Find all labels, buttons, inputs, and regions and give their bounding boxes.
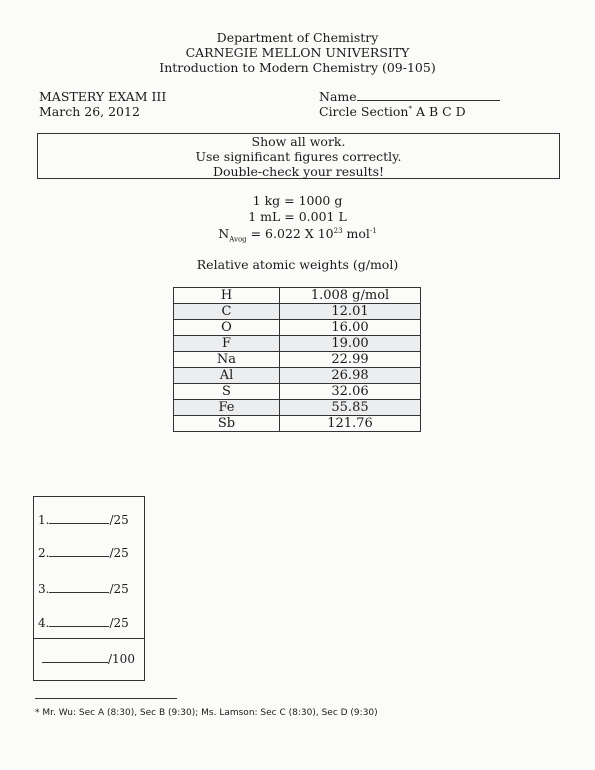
table-row <box>174 288 421 304</box>
element-weight: 22.99 <box>280 352 421 368</box>
section-field <box>319 104 466 119</box>
element-symbol: S <box>174 384 280 400</box>
instructions-box <box>37 133 560 179</box>
element-weight: 16.00 <box>280 320 421 336</box>
element-weight: 32.06 <box>280 384 421 400</box>
avogadro-subscript: Avog <box>229 235 247 244</box>
element-weight: 19.00 <box>280 336 421 352</box>
table-row <box>174 320 421 336</box>
element-weight: 121.76 <box>280 416 421 432</box>
element-weight: 1.008 g/mol <box>280 288 421 304</box>
element-weight: 26.98 <box>280 368 421 384</box>
score-question-label: 1. <box>38 513 50 527</box>
score-row <box>38 616 129 630</box>
element-symbol: H <box>174 288 280 304</box>
score-question-label: 3. <box>38 582 50 596</box>
table-row <box>174 368 421 384</box>
instruction-2: Use significant figures correctly. <box>195 149 402 164</box>
score-max: /25 <box>109 582 129 596</box>
avogadro-symbol: N <box>218 226 230 241</box>
table-row <box>174 416 421 432</box>
score-blank[interactable] <box>49 616 109 627</box>
footnote: * Mr. Wu: Sec A (8:30), Sec B (9:30); Ms. Lamson: Sec C (8:30), Sec D (9:30) <box>35 708 378 718</box>
score-row <box>38 582 129 596</box>
score-blank[interactable] <box>49 546 109 557</box>
element-weight: 12.01 <box>280 304 421 320</box>
score-max: /25 <box>109 616 129 630</box>
atomic-weights-table <box>173 287 421 432</box>
score-question-label: 2. <box>38 546 50 560</box>
section-footnote-mark: * <box>408 104 412 113</box>
name-line <box>357 89 500 101</box>
element-symbol: O <box>174 320 280 336</box>
score-blank[interactable] <box>49 582 109 593</box>
constant-kg: 1 kg = 1000 g <box>252 193 343 208</box>
total-max: /100 <box>108 652 135 666</box>
score-max: /25 <box>109 513 129 527</box>
table-row <box>174 336 421 352</box>
exam-date: March 26, 2012 <box>39 104 140 119</box>
table-row <box>174 400 421 416</box>
total-blank[interactable] <box>42 652 108 663</box>
constant-avogadro <box>0 226 595 242</box>
element-symbol: Fe <box>174 400 280 416</box>
table-row <box>174 352 421 368</box>
score-question-label: 4. <box>38 616 50 630</box>
score-max: /25 <box>109 546 129 560</box>
table-row <box>174 384 421 400</box>
name-field[interactable] <box>319 89 500 104</box>
avogadro-value: = 6.022 X 10 <box>246 226 334 241</box>
avogadro-unit: mol <box>342 226 370 241</box>
constant-ml: 1 mL = 0.001 L <box>248 209 347 224</box>
element-symbol: F <box>174 336 280 352</box>
total-row <box>38 652 135 666</box>
table-title: Relative atomic weights (g/mol) <box>196 257 399 272</box>
avogadro-unit-exponent: -1 <box>369 226 377 235</box>
score-row <box>38 546 129 560</box>
element-symbol: Na <box>174 352 280 368</box>
score-divider <box>34 638 144 639</box>
score-blank[interactable] <box>49 513 109 524</box>
footnote-rule <box>35 698 177 699</box>
element-symbol: Sb <box>174 416 280 432</box>
element-symbol: C <box>174 304 280 320</box>
score-box <box>33 496 145 681</box>
section-label: Circle Section <box>319 104 409 119</box>
element-weight: 55.85 <box>280 400 421 416</box>
department-title: Department of Chemistry <box>216 30 379 45</box>
table-row <box>174 304 421 320</box>
score-row <box>38 513 129 527</box>
exam-title: MASTERY EXAM III <box>39 89 167 104</box>
element-symbol: Al <box>174 368 280 384</box>
instruction-1: Show all work. <box>251 134 346 149</box>
avogadro-exponent: 23 <box>333 226 343 235</box>
section-options[interactable]: A B C D <box>415 104 466 119</box>
university-title: CARNEGIE MELLON UNIVERSITY <box>185 45 410 60</box>
instruction-3: Double-check your results! <box>212 164 385 179</box>
name-label: Name <box>319 89 357 104</box>
course-title: Introduction to Modern Chemistry (09-105) <box>159 60 436 75</box>
